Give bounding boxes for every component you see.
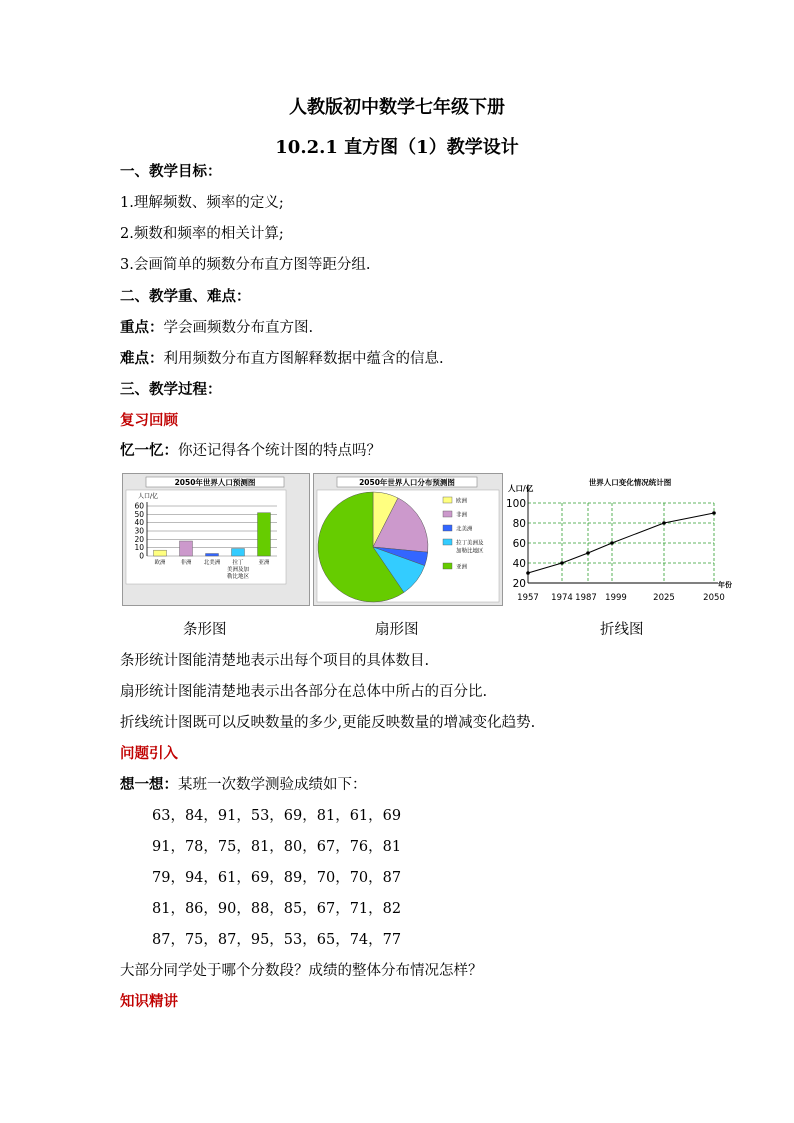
line-chart-ylabel: 人口/亿 [508,484,534,493]
pie-chart-legend-label: 亚洲 [456,564,468,571]
line-chart-point [586,551,590,555]
caption-line-chart: 折线图 [600,622,644,638]
bar-chart-bar [232,549,245,557]
bar-chart-category-sublabel: 勒比地区 [226,574,250,580]
line-chart-xtick-label: 2050 [703,593,725,603]
bar-chart-bar [180,541,193,556]
recall-line [120,442,381,460]
line-chart-point [526,571,530,575]
knowledge-heading: 知识精讲 [120,993,178,1010]
score-row-3: 79，94，61，69，89，70，70，87 [152,870,402,886]
recall-text: 你还记得各个统计图的特点吗？ [178,443,381,459]
line-chart-xtick-label: 1987 [575,593,597,603]
line-chart-svg [505,473,744,608]
line-chart-point [662,521,666,525]
desc-line-chart: 折线统计图既可以反映数量的多少,更能反映数量的增减变化趋势. [120,715,536,731]
score-row-2: 91，78，75，81，80，67，76，81 [152,839,402,855]
goal-item-1: 1.理解频数、频率的定义; [120,195,284,211]
score-row-1: 63，84，91，53，69，81，61，69 [152,808,402,824]
recall-label: 忆一忆： [120,442,178,459]
bar-chart [122,473,310,606]
intro-heading: 问题引入 [120,745,178,762]
section-heading-keypoints: 二、教学重、难点： [120,288,251,305]
line-chart-ytick-label: 20 [512,578,526,590]
bar-chart-category-label: 亚洲 [258,560,270,566]
bar-chart-ytick-label: 20 [134,534,144,544]
think-text: 某班一次数学测验成绩如下： [178,777,367,793]
line-chart-xtick-label: 2025 [653,593,675,603]
bar-chart-ytick-label: 50 [134,509,144,519]
think-line [120,776,367,794]
bar-chart-category-sublabel: 美洲及加 [226,567,250,573]
caption-bar-chart: 条形图 [183,622,227,638]
bar-chart-ytick-label: 10 [134,543,144,553]
score-row-5: 87，75，87，95，53，65，74，77 [152,932,402,948]
bar-chart-ytick-label: 60 [134,501,144,511]
bar-chart-ytick-label: 0 [139,551,144,561]
line-chart-xtick-label: 1957 [517,593,539,603]
key-point-label: 重点： [120,319,164,336]
line-chart [505,473,744,608]
line-chart-ytick-label: 60 [512,538,526,550]
pie-chart [313,473,503,606]
line-chart-point [712,511,716,515]
difficulty-label: 难点： [120,350,164,367]
goal-item-3: 3.会画简单的频数分布直方图等距分组. [120,257,371,273]
bar-chart-svg [122,473,310,606]
line-chart-point [610,541,614,545]
think-label: 想一想： [120,776,178,793]
pie-chart-title: 2050年世界人口分布预测图 [359,478,455,487]
pie-chart-legend-label: 北美洲 [456,526,473,533]
desc-bar-chart: 条形统计图能清楚地表示出每个项目的具体数目. [120,653,430,669]
bar-chart-category-label: 拉丁 [232,560,244,566]
document-title: 人教版初中数学七年级下册 [289,97,505,118]
pie-chart-legend-swatch [443,497,452,503]
bar-chart-bar [154,550,167,556]
pie-chart-legend-swatch [443,511,452,517]
bar-chart-category-label: 欧洲 [154,560,166,566]
bar-chart-title: 2050年世界人口预测图 [174,478,256,487]
pie-chart-legend-swatch [443,563,452,569]
line-chart-xtick-label: 1999 [605,593,627,603]
bar-chart-category-label: 北美洲 [203,560,221,566]
score-row-4: 81，86，90，88，85，67，71，82 [152,901,402,917]
pie-chart-legend-label: 非洲 [456,512,468,519]
bar-chart-ytick-label: 40 [134,518,144,528]
bar-chart-category-label: 非洲 [180,560,192,566]
difficulty-text: 利用频数分布直方图解释数据中蕴含的信息. [163,351,444,367]
difficulty-line [120,350,444,368]
review-heading: 复习回顾 [120,412,178,429]
pie-chart-legend-label: 欧洲 [456,498,468,505]
pie-chart-legend-label: 拉丁美洲及 [456,540,484,547]
bar-chart-ylabel: 人口/亿 [138,493,159,500]
goal-item-2: 2.频数和频率的相关计算; [120,226,284,242]
pie-chart-legend-swatch [443,525,452,531]
pie-chart-svg [313,473,503,606]
bar-chart-ytick-label: 30 [134,526,144,536]
line-chart-title: 世界人口变化情况统计图 [588,478,672,487]
desc-pie-chart: 扇形统计图能清楚地表示出各部分在总体中所占的百分比. [120,684,488,700]
pie-chart-legend-swatch [443,539,452,545]
line-chart-point [560,561,564,565]
key-point-line [120,319,313,337]
bar-chart-bar [206,554,219,557]
bar-chart-bar [258,513,271,556]
pie-chart-legend-label: 加勒比地区 [456,548,484,555]
line-chart-ytick-label: 100 [505,498,526,510]
line-chart-xlabel: 年份 [718,581,732,589]
line-chart-xtick-label: 1974 [551,593,573,603]
line-chart-ytick-label: 40 [512,558,526,570]
document-subtitle: 10.2.1 直方图（1）教学设计 [275,137,519,158]
key-point-text: 学会画频数分布直方图. [163,320,314,336]
section-heading-process: 三、教学过程： [120,381,222,398]
line-chart-ytick-label: 80 [512,518,526,530]
section-heading-goals: 一、教学目标： [120,163,222,180]
caption-pie-chart: 扇形图 [375,622,419,638]
distribution-question: 大部分同学处于哪个分数段？成绩的整体分布情况怎样？ [120,963,483,979]
